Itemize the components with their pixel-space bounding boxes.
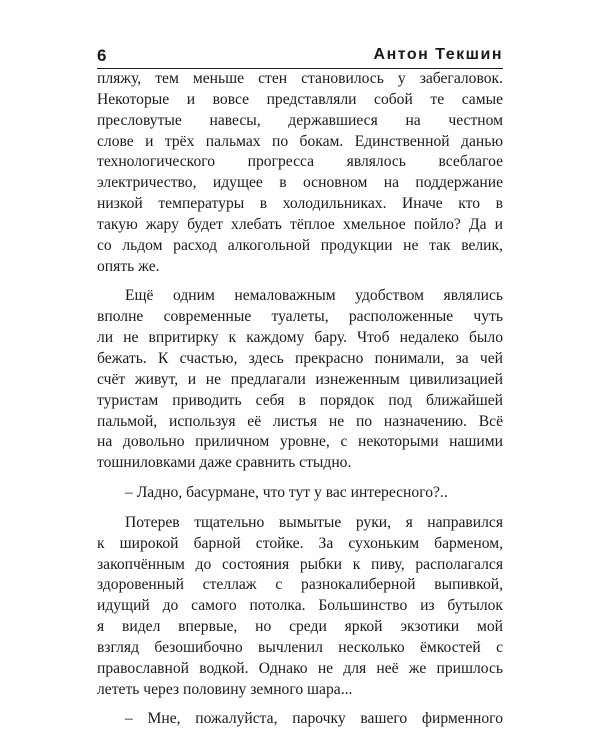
text-line: взгляд безошибочно вычленил несколько ёмкостей с xyxy=(97,638,503,656)
text-line: Некоторые и вовсе представляли собой те самые xyxy=(97,90,503,108)
text-line: со льдом расход алкогольной продукции не так велик, xyxy=(97,236,503,254)
text-line: опять же. xyxy=(97,257,160,275)
text-line: закопчённым до состояния рыбки к пиву, располагался xyxy=(97,555,503,573)
page-header xyxy=(97,40,503,69)
text-line: пальмой, используя её листья не по назначению. Всё xyxy=(97,412,503,430)
text-line: бежать. К счастью, здесь прекрасно понимали, за чей xyxy=(97,349,503,367)
text-line: электричество, идущее в основном на поддержание xyxy=(97,174,503,192)
text-line: лететь через половину земного шара... xyxy=(97,680,353,698)
text-line: Потерев тщательно вымытые руки, я направился xyxy=(125,513,503,531)
text-line: Ещё одним немаловажным удобством являлись xyxy=(125,287,503,305)
running-head-author: Антон Текшин xyxy=(373,46,503,63)
paragraph xyxy=(97,69,503,277)
text-line: идущий до самого потолка. Большинство из бутылок xyxy=(97,597,503,615)
text-line: такую жару будет хлебать тёплое хмельное пойло? Да и xyxy=(97,215,503,233)
text-line: православной водкой. Однако не для неё же пришлось xyxy=(97,659,503,677)
text-line: пляжу, тем меньше стен становилось у забегаловок. xyxy=(97,70,503,87)
text-line: ли не впритирку к каждому бару. Чтоб недалеко было xyxy=(97,329,503,347)
text-line: пресловутые навесы, державшиеся на честном xyxy=(97,111,503,129)
text-line: – Ладно, басурмане, что тут у вас интересного?.. xyxy=(125,484,448,502)
paragraph xyxy=(97,286,503,474)
text-line: здоровенный стеллаж с разнокалиберной выпивкой, xyxy=(97,576,503,594)
text-line: технологического прогресса являлось всеблагое xyxy=(97,153,503,171)
page-number: 6 xyxy=(97,46,107,65)
text-line: низкой температуры в холодильниках. Иначе кто в xyxy=(97,195,503,213)
body-text xyxy=(97,69,503,739)
text-line: слове и трёх пальмах по бокам. Единственной данью xyxy=(97,132,503,150)
text-line: туристам приводить себя в порядок под ближайшей xyxy=(97,391,503,409)
text-line: я видел впервые, но среди яркой экзотики мой xyxy=(97,618,503,636)
text-line: к широкой барной стойке. За сухоньким барменом, xyxy=(97,534,503,552)
text-line: вполне современные туалеты, расположенные чуть xyxy=(97,308,503,326)
text-line: – Мне, пожалуйста, парочку вашего фирменного xyxy=(125,710,503,728)
paragraph xyxy=(97,709,503,730)
text-line: тошниловками даже сравнить стыдно. xyxy=(97,454,352,472)
text-line: на довольно приличном уровне, с некоторыми нашими xyxy=(97,433,503,451)
paragraph xyxy=(97,483,503,504)
text-line: счёт живут, и не предлагали изнеженным цивилизацией xyxy=(97,370,503,388)
paragraph xyxy=(97,513,503,701)
